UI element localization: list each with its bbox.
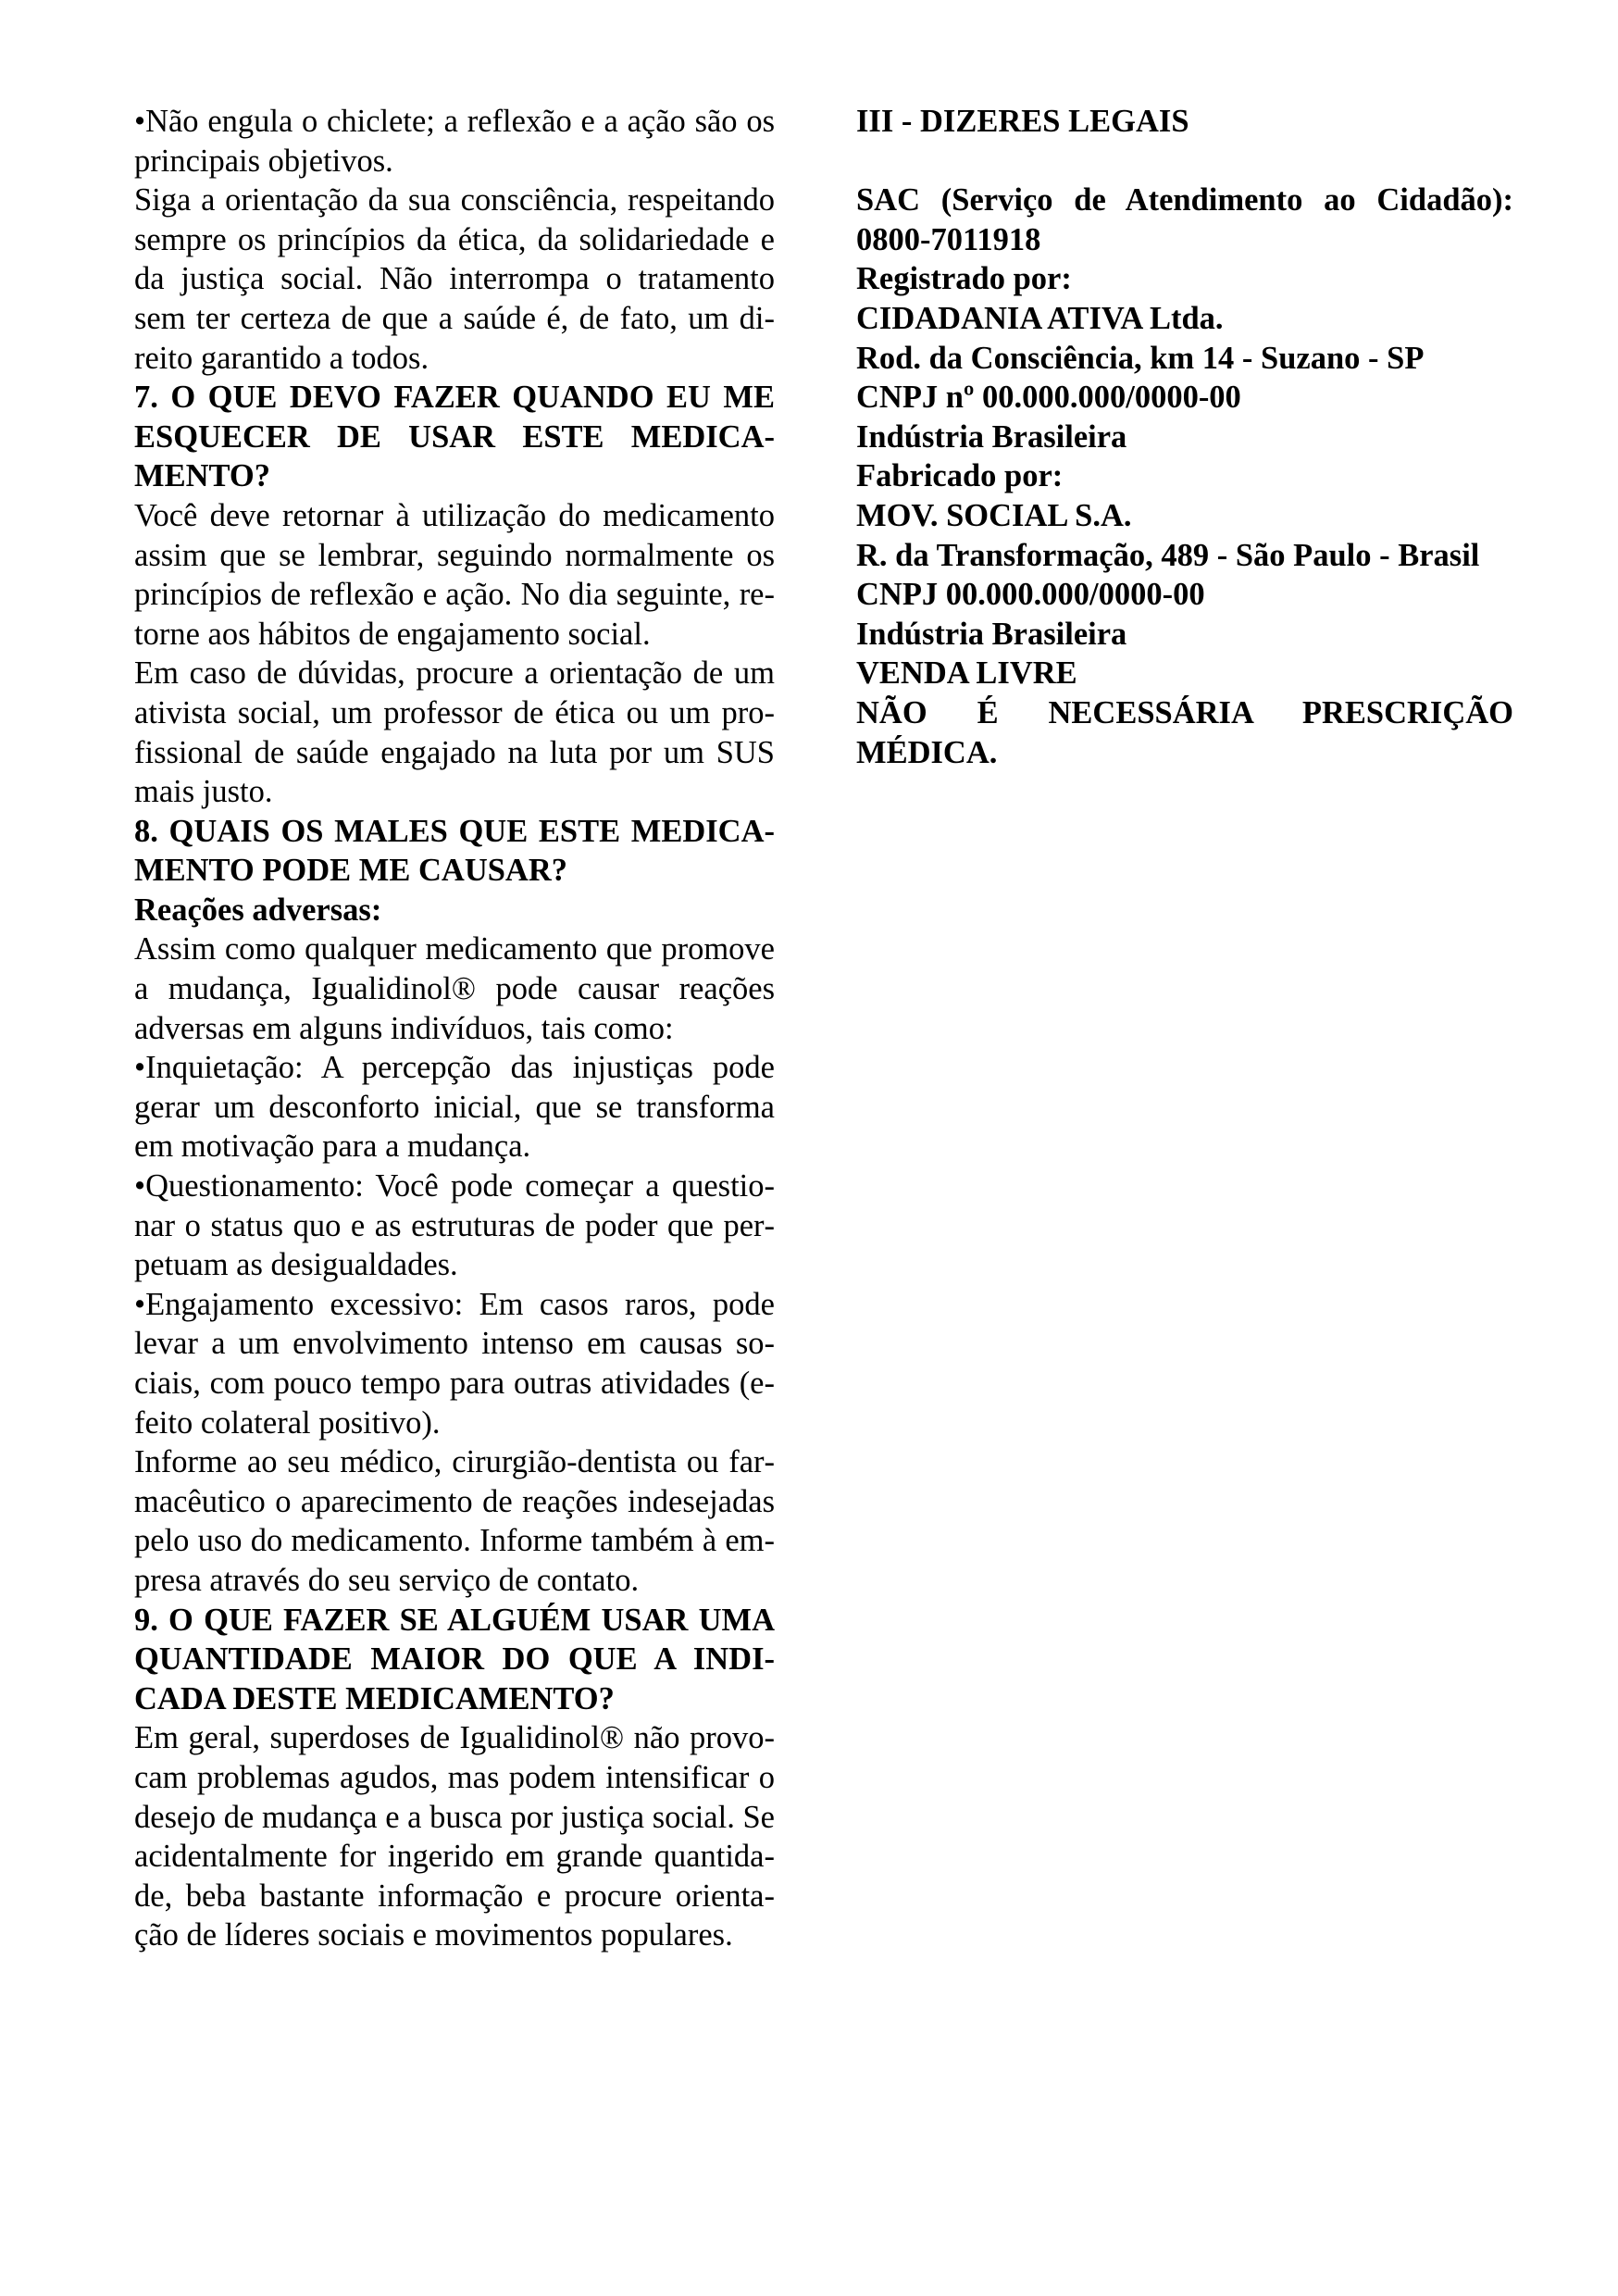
paragraph-restlessness: •Inquietação: A percepção das injustiças pode gerar um desconforto inicial, que se transforma em motivação para a mudança. [134,1050,775,1165]
legal-section-title: III - DIZERES LEGAIS [856,104,1189,139]
spacer [856,142,1513,181]
registered-by-cnpj: CNPJ nº 00.000.000/0000-00 [856,380,1241,416]
subheading-adverse-reactions: Reações adversas: [134,892,382,928]
paragraph-overdose: Em geral, superdoses de Igualidinol® não provocam problemas agudos, mas podem intensificar o desejo de mudança e a busca por justiça social. Se acidentalmente for ingerido em grande quantidade, beba bastante informação e procure orientação de líderes sociais e movimentos populares. [134,1720,775,1953]
left-column [134,102,775,1955]
paragraph-doubts: Em caso de dúvidas, procure a orientação de um ativista social, um professor de ética ou um profissional de saúde engajado na luta por um SUS mais justo. [134,655,775,810]
paragraph-chewing-gum: •Não engula o chiclete; a reflexão e a ação são os principais objetivos. [134,104,775,179]
registered-by-address: Rod. da Consciência, km 14 - Suzano - SP [856,340,1425,376]
sac-info: SAC (Serviço de Atendimento ao Cidadão): 0800-7011918 [856,182,1513,257]
manufactured-by-name: MOV. SOCIAL S.A. [856,497,1132,533]
heading-section-8: 8. QUAIS OS MALES QUE ESTE MEDICAMENTO PODE ME CAUSAR? [134,813,775,889]
manufactured-by-address: R. da Transformação, 489 - São Paulo - Brasil [856,537,1480,573]
heading-section-7: 7. O QUE DEVO FAZER QUANDO EU ME ESQUECER DE USAR ESTE MEDICAMENTO? [134,380,775,494]
manufactured-by-label: Fabricado por: [856,458,1064,494]
manufactured-by-cnpj: CNPJ 00.000.000/0000-00 [856,577,1205,613]
paragraph-adverse-intro: Assim como qualquer medicamento que promove a mudança, Igualidinol® pode causar reações adversas em alguns indivíduos, tais como: [134,931,775,1046]
paragraph-forgot-dose: Você deve retornar à utilização do medicamento assim que se lembrar, seguindo normalmente os princípios de reflexão e ação. No dia seguinte, retorne aos hábitos de engajamento social. [134,497,775,652]
heading-section-9: 9. O QUE FAZER SE ALGUÉM USAR UMA QUANTIDADE MAIOR DO QUE A INDICADA DESTE MEDICAMENTO? [134,1602,775,1716]
paragraph-questioning: •Questionamento: Você pode começar a questionar o status quo e as estruturas de poder que perpetuam as desigualdades. [134,1168,775,1283]
free-sale-label: VENDA LIVRE [856,655,1077,692]
right-column-legal [856,102,1513,772]
manufactured-by-industry: Indústria Brasileira [856,616,1127,652]
paragraph-inform-doctor: Informe ao seu médico, cirurgião-dentista ou farmacêutico o aparecimento de reações indesejadas pelo uso do medicamento. Informe também à empresa através do seu serviço de contato. [134,1444,775,1598]
registered-by-industry: Indústria Brasileira [856,418,1127,455]
registered-by-label: Registrado por: [856,261,1072,297]
paragraph-excessive-engagement: •Engajamento excessivo: Em casos raros, pode levar a um envolvimento intenso em causas sociais, com pouco tempo para outras atividades (efeito colateral positivo). [134,1286,775,1441]
paragraph-conscience: Siga a orientação da sua consciência, respeitando sempre os princípios da ética, da solidariedade e da justiça social. Não interrompa o tratamento sem ter certeza de que a saúde é, de fato, um direito garantido a todos. [134,182,775,376]
registered-by-name: CIDADANIA ATIVA Ltda. [856,300,1224,336]
no-prescription-label: NÃO É NECESSÁRIA PRESCRIÇÃO MÉDICA. [856,694,1513,770]
